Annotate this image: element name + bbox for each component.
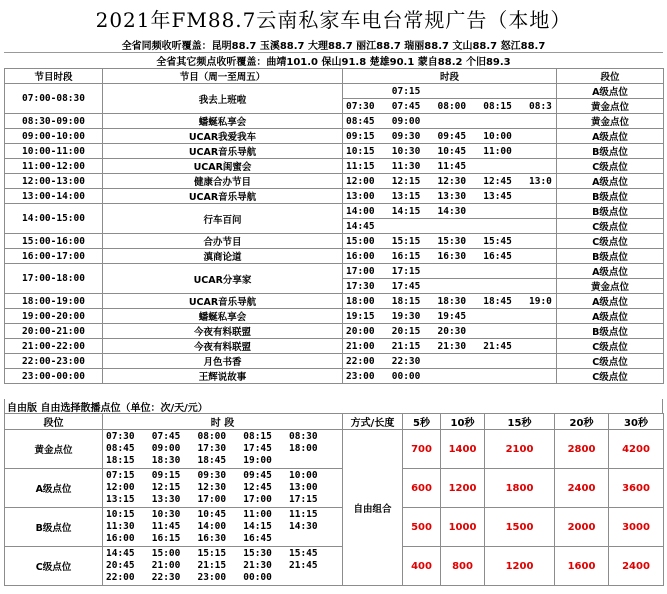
slot-cell: 15:00-16:00: [5, 234, 103, 249]
slot-cell: 11:00-12:00: [5, 159, 103, 174]
price-value-cell: 1800: [485, 469, 555, 508]
times-cell: 18:00 18:15 18:30 18:45 19:0: [343, 294, 557, 309]
price-value-cell: 800: [441, 547, 485, 586]
program-cell: UCAR音乐导航: [103, 189, 343, 204]
slot-cell: 08:30-09:00: [5, 114, 103, 129]
level-cell: A级点位: [557, 264, 664, 279]
times-cell: 12:00 12:15 12:30 12:45 13:0: [343, 174, 557, 189]
slot-cell: 21:00-22:00: [5, 339, 103, 354]
schedule-row: [5, 264, 664, 279]
schedule-row: [5, 189, 664, 204]
price-value-cell: 2000: [555, 508, 609, 547]
times-cell: 17:30 17:45: [343, 279, 557, 294]
times-cell: 14:00 14:15 14:30: [343, 204, 557, 219]
slot-cell: 09:00-10:00: [5, 129, 103, 144]
price-row: [5, 508, 664, 547]
level-cell: A级点位: [557, 129, 664, 144]
times-cell: 15:00 15:15 15:30 15:45: [343, 234, 557, 249]
price-value-cell: 700: [403, 430, 441, 469]
schedule-row: [5, 339, 664, 354]
price-times-cell: 14:45 15:00 15:15 15:30 15:45 20:45 21:00 21:15 21:30 21:45 22:00 22:30 23:00 00:00: [103, 547, 343, 586]
schedule-table: [4, 68, 664, 384]
slot-cell: 22:00-23:00: [5, 354, 103, 369]
price-value-cell: 1600: [555, 547, 609, 586]
slot-cell: 20:00-21:00: [5, 324, 103, 339]
price-value-cell: 2400: [555, 469, 609, 508]
header-times: 时段: [343, 69, 557, 84]
slot-cell: 17:00-18:00: [5, 264, 103, 294]
slot-cell: 07:00-08:30: [5, 84, 103, 114]
schedule-row: [5, 234, 664, 249]
price-times-cell: 07:15 09:15 09:30 09:45 10:00 12:00 12:15 12:30 12:45 13:00 13:15 13:30 17:00 17:00 17:15: [103, 469, 343, 508]
price-value-cell: 400: [403, 547, 441, 586]
schedule-row: [5, 144, 664, 159]
level-cell: C级点位: [557, 354, 664, 369]
slot-cell: 14:00-15:00: [5, 204, 103, 234]
program-cell: 健康合办节目: [103, 174, 343, 189]
program-cell: UCAR分享家: [103, 264, 343, 294]
program-cell: 月色书香: [103, 354, 343, 369]
price-row: [5, 430, 664, 469]
price-header-level: 段位: [5, 414, 103, 430]
schedule-row: [5, 174, 664, 189]
times-cell: 23:00 00:00: [343, 369, 557, 384]
price-value-cell: 2100: [485, 430, 555, 469]
times-cell: 14:45: [343, 219, 557, 234]
program-cell: UCAR闺蜜会: [103, 159, 343, 174]
program-cell: 滇商论道: [103, 249, 343, 264]
program-cell: 蟠蜒私享会: [103, 114, 343, 129]
price-value-cell: 1500: [485, 508, 555, 547]
times-cell: 09:15 09:30 09:45 10:00: [343, 129, 557, 144]
price-value-cell: 3600: [609, 469, 664, 508]
price-value-cell: 1000: [441, 508, 485, 547]
level-cell: B级点位: [557, 249, 664, 264]
price-table: [4, 413, 664, 586]
price-level-cell: B级点位: [5, 508, 103, 547]
slot-cell: 10:00-11:00: [5, 144, 103, 159]
level-cell: B级点位: [557, 189, 664, 204]
times-cell: 07:15: [343, 84, 557, 99]
schedule-row: [5, 129, 664, 144]
times-cell: 19:15 19:30 19:45: [343, 309, 557, 324]
schedule-header-row: [5, 69, 664, 84]
price-value-cell: 2800: [555, 430, 609, 469]
schedule-row: [5, 249, 664, 264]
program-cell: UCAR音乐导航: [103, 294, 343, 309]
schedule-row: [5, 324, 664, 339]
times-cell: 16:00 16:15 16:30 16:45: [343, 249, 557, 264]
coverage-other-frequency: 全省其它频点收听覆盖：曲靖101.0 保山91.8 楚雄90.1 蒙自88.2 个旧89.3: [4, 52, 663, 69]
level-cell: B级点位: [557, 144, 664, 159]
times-cell: 21:00 21:15 21:30 21:45: [343, 339, 557, 354]
level-cell: C级点位: [557, 369, 664, 384]
schedule-row: [5, 354, 664, 369]
price-header-30s: 30秒: [609, 414, 664, 430]
slot-cell: 13:00-14:00: [5, 189, 103, 204]
times-cell: 11:15 11:30 11:45: [343, 159, 557, 174]
price-value-cell: 500: [403, 508, 441, 547]
program-cell: 今夜有料联盟: [103, 324, 343, 339]
slot-cell: 18:00-19:00: [5, 294, 103, 309]
times-cell: 20:00 20:15 20:30: [343, 324, 557, 339]
price-row: [5, 469, 664, 508]
times-cell: 10:15 10:30 10:45 11:00: [343, 144, 557, 159]
page-title: 2021年FM88.7云南私家车电台常规广告（本地）: [95, 7, 572, 32]
price-value-cell: 1400: [441, 430, 485, 469]
price-value-cell: 2400: [609, 547, 664, 586]
program-cell: 王辉说故事: [103, 369, 343, 384]
price-value-cell: 600: [403, 469, 441, 508]
slot-cell: 16:00-17:00: [5, 249, 103, 264]
price-header-5s: 5秒: [403, 414, 441, 430]
program-cell: UCAR音乐导航: [103, 144, 343, 159]
times-cell: 07:30 07:45 08:00 08:15 08:3: [343, 99, 557, 114]
price-row: [5, 547, 664, 586]
slot-cell: 12:00-13:00: [5, 174, 103, 189]
header-slot: 节目时段: [5, 69, 103, 84]
level-cell: C级点位: [557, 339, 664, 354]
price-level-cell: A级点位: [5, 469, 103, 508]
coverage-same-frequency: 全省同频收听覆盖：昆明88.7 玉溪88.7 大理88.7 丽江88.7 瑞丽88.7 文山88.7 怒江88.7: [4, 36, 663, 53]
times-cell: 08:45 09:00: [343, 114, 557, 129]
price-value-cell: 1200: [441, 469, 485, 508]
price-header-10s: 10秒: [441, 414, 485, 430]
price-value-cell: 3000: [609, 508, 664, 547]
program-cell: UCAR我爱我车: [103, 129, 343, 144]
times-cell: 22:00 22:30: [343, 354, 557, 369]
program-cell: 合办节目: [103, 234, 343, 249]
program-cell: 我去上班啦: [103, 84, 343, 114]
schedule-row: [5, 159, 664, 174]
level-cell: B级点位: [557, 204, 664, 219]
free-section-title: 自由版 自由选择散播点位（单位：次/天/元）: [4, 399, 663, 413]
level-cell: A级点位: [557, 309, 664, 324]
price-value-cell: 1200: [485, 547, 555, 586]
price-header-15s: 15秒: [485, 414, 555, 430]
program-cell: 行车百问: [103, 204, 343, 234]
price-header-row: [5, 414, 664, 430]
slot-cell: 23:00-00:00: [5, 369, 103, 384]
header-program: 节目（周一至周五）: [103, 69, 343, 84]
header-level: 段位: [557, 69, 664, 84]
times-cell: 17:00 17:15: [343, 264, 557, 279]
level-cell: A级点位: [557, 174, 664, 189]
level-cell: A级点位: [557, 84, 664, 99]
price-value-cell: 4200: [609, 430, 664, 469]
level-cell: C级点位: [557, 234, 664, 249]
program-cell: 蟠蜒私享会: [103, 309, 343, 324]
level-cell: B级点位: [557, 324, 664, 339]
level-cell: A级点位: [557, 294, 664, 309]
level-cell: C级点位: [557, 159, 664, 174]
price-header-mode: 方式/长度: [343, 414, 403, 430]
schedule-row: [5, 369, 664, 384]
schedule-row: [5, 204, 664, 219]
level-cell: C级点位: [557, 219, 664, 234]
price-header-slot: 时 段: [103, 414, 343, 430]
slot-cell: 19:00-20:00: [5, 309, 103, 324]
level-cell: 黄金点位: [557, 279, 664, 294]
price-times-cell: 10:15 10:30 10:45 11:00 11:15 11:30 11:45 14:00 14:15 14:30 16:00 16:15 16:30 16:45: [103, 508, 343, 547]
price-level-cell: C级点位: [5, 547, 103, 586]
schedule-row: [5, 84, 664, 99]
price-level-cell: 黄金点位: [5, 430, 103, 469]
times-cell: 13:00 13:15 13:30 13:45: [343, 189, 557, 204]
schedule-row: [5, 114, 664, 129]
level-cell: 黄金点位: [557, 99, 664, 114]
schedule-row: [5, 309, 664, 324]
price-mode-cell: 自由组合: [343, 430, 403, 586]
schedule-row: [5, 294, 664, 309]
program-cell: 今夜有料联盟: [103, 339, 343, 354]
price-times-cell: 07:30 07:45 08:00 08:15 08:30 08:45 09:00 17:30 17:45 18:00 18:15 18:30 18:45 19:00: [103, 430, 343, 469]
price-header-20s: 20秒: [555, 414, 609, 430]
level-cell: 黄金点位: [557, 114, 664, 129]
